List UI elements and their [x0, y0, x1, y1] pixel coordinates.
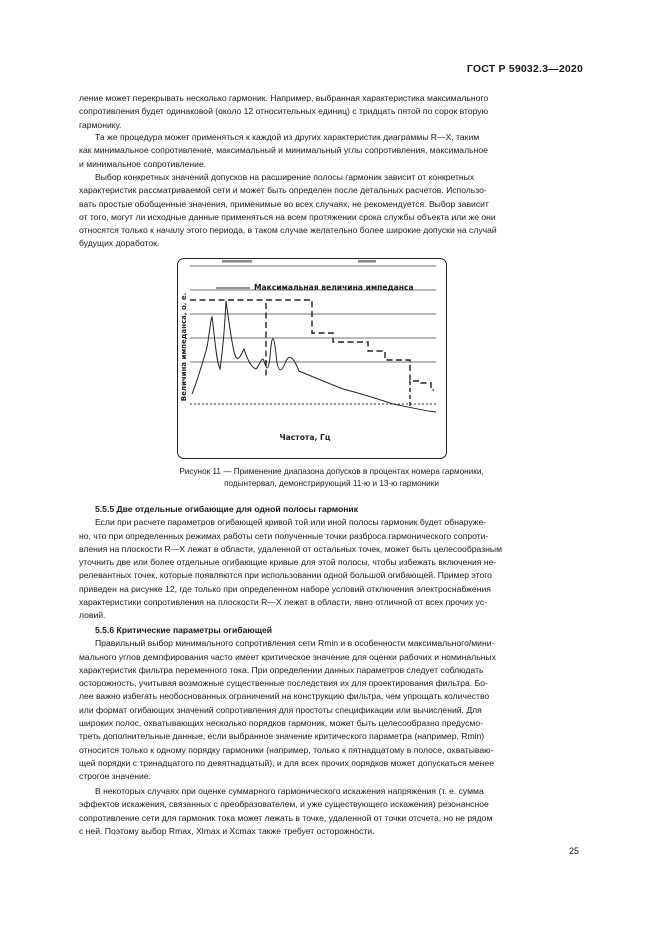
paragraph-3: [79, 171, 584, 251]
text-line: характеристик рассматриваемой сети и может быть определен после детальных расчетов. Использо-: [79, 185, 487, 196]
text-line: от того, могут ли исходные данные применяться на всем протяжении срока службы объекта или же они: [79, 211, 496, 222]
text-line: приведен на рисунке 12, где только при определенном наборе условий отключения электроснабжения: [79, 583, 491, 594]
text-line: относятся только к началу этого периода, в таком случае желательно более широкие допуски на случай: [79, 225, 497, 236]
text-line: но, что при определенных режимах работы сети полученные точки разброса гармонического сопроти-: [79, 530, 489, 541]
text-line: как минимальное сопротивление, максимальный и минимальный углы сопротивления, максимальное: [79, 145, 488, 156]
text-line: осторожность, учитывая возможные существенные последствия их для проектирования фильтра. Бо-: [79, 678, 488, 689]
text-line: широких полос, охватывающих несколько порядков гармоник, может быть целесообразно предусмо-: [79, 718, 483, 729]
text-line: В некоторых случаях при оценке суммарного гармонического искажения напряжения (т. е. сумма: [95, 786, 484, 796]
text-line: вать простые обобщенные значения, применимые во всех случаях, не рекомендуется. Выбор зависит: [79, 198, 489, 209]
text-line: характеристик фильтра переменного тока. При определении данных параметров следует соблюдать: [79, 664, 484, 675]
section-5-5-5: [79, 503, 584, 623]
text-line: Правильный выбор минимального сопротивления сети Rmin и в особенности максимального/мини-: [95, 638, 495, 649]
x-axis-label: Частота, Гц: [279, 433, 331, 442]
text-line: или формат огибающих значений сопротивления для простоты спецификации или вычислений. Для: [79, 704, 482, 715]
paragraph-1: [79, 92, 584, 132]
page-number: 25: [569, 846, 580, 856]
text-line: релевантных точек, которые появляются при использовании одной большой огибающей. Пример этого: [79, 570, 492, 581]
text-line: Та же процедура может применяться к каждой из других характеристик диаграммы R—X, таким: [95, 132, 480, 142]
section-heading: 5.5.5 Две отдельные огибающие для одной полосы гармоник: [95, 504, 358, 514]
text-line: треть дополнительные данные, если выбранное значение критического параметра (например, Rmin): [79, 731, 485, 742]
text-line: характеристики сопротивления на плоскости R—X лежат в области, явно отличной от всех прочих ус-: [79, 597, 487, 608]
legend-label: Максимальная величина импеданса: [254, 283, 414, 292]
text-line: сопротивление сети для гармоник тока может лежать в точке, удаленной от точки отсчета, но не рядом: [79, 812, 493, 823]
text-line: мального углов демпфирования часто имеет критическое значение для оценки рабочих и номинальных: [79, 651, 496, 662]
text-line: ление может перекрывать несколько гармоник. Например, выбранная характеристика максимального: [79, 93, 489, 103]
text-line: и минимальное сопротивление.: [79, 158, 207, 169]
figure-11: [177, 258, 447, 459]
grey-mark: [222, 260, 252, 263]
paragraph-final: [79, 785, 584, 838]
figure-caption: [79, 466, 584, 490]
impedance-plot: [178, 259, 446, 458]
text-line: эффектов искажения, связанных с преобразователем, и уже существующего искажения) резонансное: [79, 799, 489, 810]
text-line: будущих доработок.: [79, 238, 160, 249]
section-heading: 5.5.6 Критические параметры огибающей: [95, 625, 273, 635]
paragraph-2: [79, 131, 584, 171]
text-line: Выбор конкретных значений допусков на расширение полосы гармоник зависит от конкретных: [95, 172, 475, 182]
text-line: относится только к одному порядку гармоники (например, только к пятнадцатому в полосе, охватываю-: [79, 744, 494, 755]
gridlines: [190, 266, 436, 362]
text-line: ловий.: [79, 610, 106, 621]
y-axis-label: Величина импеданса, о. е.: [180, 292, 188, 402]
text-line: с ней. Поэтому выбор Rmax, Xlmax и Xcmax также требует осторожности.: [79, 825, 375, 836]
text-line: уточнить две или более отдельные огибающие кривые для этой полосы, чтобы избежать включения не-: [79, 557, 497, 568]
text-line: гармонику.: [79, 119, 122, 130]
text-line: строгое значение.: [79, 771, 151, 782]
impedance-curve: [192, 301, 436, 412]
text-line: лее важно избегать необоснованных ограничений на конструкцию фильтра, чем упрощать количество: [79, 691, 490, 702]
grey-mark: [358, 260, 376, 263]
text-line: Если при расчете параметров огибающей кривой той или иной полосы гармоник будет обнаруже-: [95, 517, 487, 528]
document-header: ГОСТ Р 59032.3—2020: [466, 63, 583, 75]
text-line: щей порядки с тринадцатого по девятнадцатый), и для всех прочих порядков может допускаться менее: [79, 757, 494, 768]
caption-line: Рисунок 11 — Применение диапазона допусков в процентах номера гармоники,: [179, 467, 484, 476]
text-line: вления на плоскости R—X лежат в области, удаленной от остальных точек, может быть целесообразным: [79, 543, 502, 554]
caption-line: подынтервал, демонстрирующий 11-ю и 13-ю гармоники: [224, 479, 439, 488]
text-line: сопротивления будет одинаковой (около 12 относительных единиц) с тридцать пятой по сорок вторую: [79, 106, 489, 117]
section-5-5-6: [79, 624, 584, 784]
